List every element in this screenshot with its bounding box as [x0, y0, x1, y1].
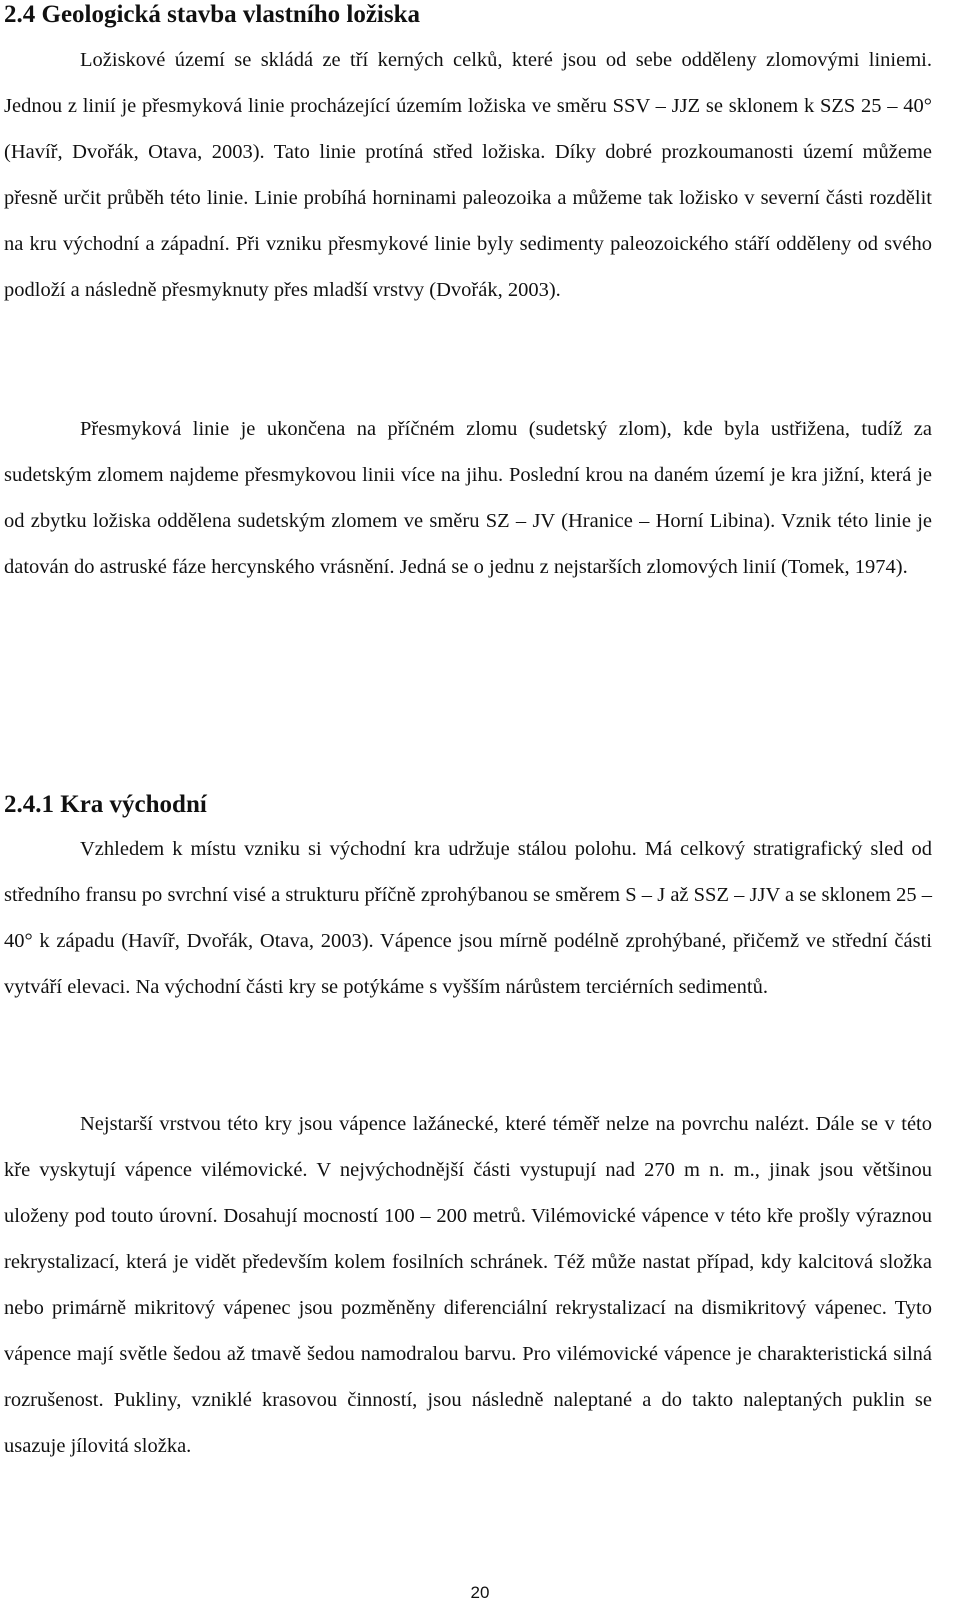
subsection-paragraph-2: Nejstarší vrstvou této kry jsou vápence lažánecké, které téměř nelze na povrchu nalézt. Dále se v této kře vyskytují vápence vilémovické. V nejvýchodnější části vystupují nad 270 m n. m., jinak jsou většinou uloženy pod touto úrovní. Dosahují mocností 100 – 200 metrů. Vilémovické vápence v této kře prošly výraznou rekrystalizací, která je vidět především kolem fosilních schránek. Též může nastat případ, kdy kalcitová složka nebo primárně mikritový vápenec jsou pozměněny diferenciální rekrystalizací na dismikritový vápenec. Tyto vápence mají světle šedou až tmavě šedou namodralou barvu. Pro vilémovické vápence je charakteristická silná rozrušenost. Pukliny, vzniklé krasovou činností, jsou následně naleptané a do takto naleptaných puklin se usazuje jílovitá složka.: [4, 1113, 932, 1457]
section-paragraph-2: Přesmyková linie je ukončena na příčném zlomu (sudetský zlom), kde byla ustřižena, tudíž za sudetským zlomem najdeme přesmykovou linii více na jihu. Poslední krou na daném území je kra jižní, která je od zbytku ložiska oddělena sudetským zlomem ve směru SZ – JV (Hranice – Horní Libina). Vznik této linie je datován do astruské fáze hercynského vrásnění. Jedná se o jednu z nejstarších zlomových linií (Tomek, 1974).: [4, 418, 932, 578]
subsection-paragraph-1: Vzhledem k místu vzniku si východní kra udržuje stálou polohu. Má celkový stratigrafický sled od středního fransu po svrchní visé a strukturu příčně zprohýbanou se směrem S – J až SSZ – JJV a se sklonem 25 – 40° k západu (Havíř, Dvořák, Otava, 2003). Vápence jsou mírně podélně zprohýbané, přičemž ve střední části vytváří elevaci. Na východní části kry se potýkáme s vyšším nárůstem terciérních sedimentů.: [4, 838, 932, 998]
page-number: 20: [470, 1583, 490, 1602]
section-heading: 2.4 Geologická stavba vlastního ložiska: [4, 1, 421, 28]
subsection-heading: 2.4.1 Kra východní: [4, 791, 207, 818]
section-paragraph-1: Ložiskové území se skládá ze tří kerných celků, které jsou od sebe odděleny zlomovými liniemi. Jednou z linií je přesmyková linie procházející územím ložiska ve směru SSV – JJZ se sklonem k SZS 25 – 40° (Havíř, Dvořák, Otava, 2003). Tato linie protíná střed ložiska. Díky dobré prozkoumanosti území můžeme přesně určit průběh této linie. Linie probíhá horninami paleozoika a můžeme tak ložisko v severní části rozdělit na kru východní a západní. Při vzniku přesmykové linie byly sedimenty paleozoického stáří odděleny od svého podloží a následně přesmyknuty přes mladší vrstvy (Dvořák, 2003).: [4, 49, 932, 301]
